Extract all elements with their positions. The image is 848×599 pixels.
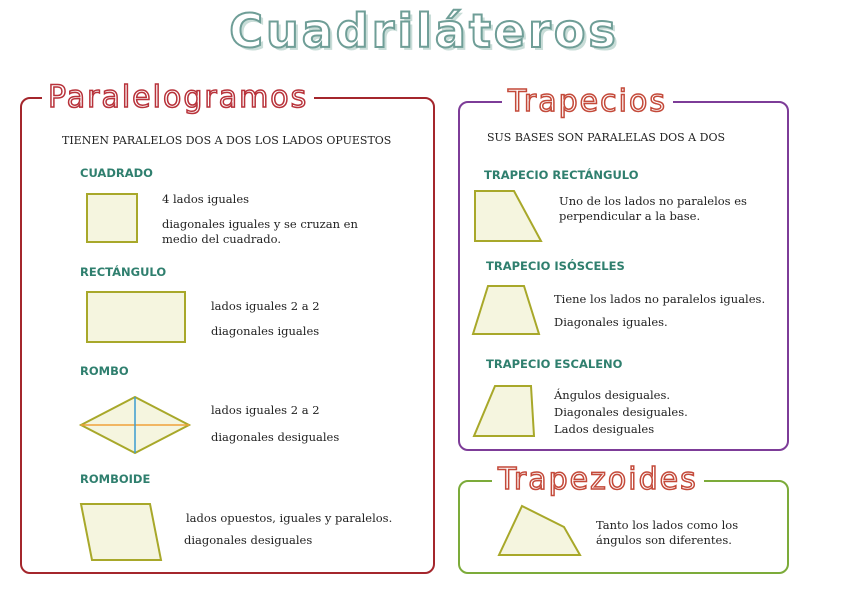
trapecio-escaleno-desc-1: Ángulos desiguales. (554, 388, 671, 402)
right-trapezoid-shape (474, 190, 542, 242)
square-shape (86, 193, 138, 243)
trapecios-title: Trapecios (502, 84, 673, 120)
cuadrado-desc-2: diagonales iguales y se cruzan en medio del cuadrado. (162, 217, 358, 246)
isosceles-trapezoid-shape (472, 285, 540, 335)
rombo-label: ROMBO (80, 364, 129, 378)
cuadrado-desc-1: 4 lados iguales (162, 192, 250, 206)
trapecio-isosceles-desc-1: Tiene los lados no paralelos iguales. (554, 292, 766, 306)
trapezoides-title: Trapezoides (492, 462, 704, 498)
trapecios-subtitle: SUS BASES SON PARALELAS DOS A DOS (487, 131, 725, 144)
trapecio-escaleno-label: TRAPECIO ESCALENO (486, 357, 623, 371)
rectangle-shape (86, 291, 186, 343)
paralelogramos-title: Paralelogramos (42, 80, 314, 116)
scalene-trapezoid-shape (473, 385, 535, 437)
romboide-label: ROMBOIDE (80, 472, 151, 486)
romboide-desc-1: lados opuestos, iguales y paralelos. (186, 511, 393, 525)
rombo-desc-1: lados iguales 2 a 2 (211, 403, 320, 417)
page-title: Cuadriláteros (229, 4, 619, 58)
trapezoides-desc: Tanto los lados como los ángulos son diferentes. (596, 518, 739, 547)
trapecio-rectangulo-desc: Uno de los lados no paralelos es perpendicular a la base. (559, 194, 747, 223)
cuadrado-label: CUADRADO (80, 166, 153, 180)
trapecio-rectangulo-label: TRAPECIO RECTÁNGULO (484, 168, 639, 182)
rhombus-shape (80, 396, 190, 454)
trapecio-escaleno-desc-2: Diagonales desiguales. (554, 405, 688, 419)
rectangulo-desc-2: diagonales iguales (211, 324, 320, 338)
trapecio-isosceles-label: TRAPECIO ISÓSCELES (486, 259, 625, 273)
rectangulo-desc-1: lados iguales 2 a 2 (211, 299, 320, 313)
trapecio-escaleno-desc-3: Lados desiguales (554, 422, 655, 436)
rectangulo-label: RECTÁNGULO (80, 265, 167, 279)
paralelogramos-subtitle: TIENEN PARALELOS DOS A DOS LOS LADOS OPUESTOS (62, 134, 392, 147)
trapezoid-shape (498, 505, 582, 557)
rombo-desc-2: diagonales desiguales (211, 430, 340, 444)
romboide-desc-2: diagonales desiguales (184, 533, 313, 547)
trapecio-isosceles-desc-2: Diagonales iguales. (554, 315, 668, 329)
rhomboid-shape (80, 503, 162, 561)
